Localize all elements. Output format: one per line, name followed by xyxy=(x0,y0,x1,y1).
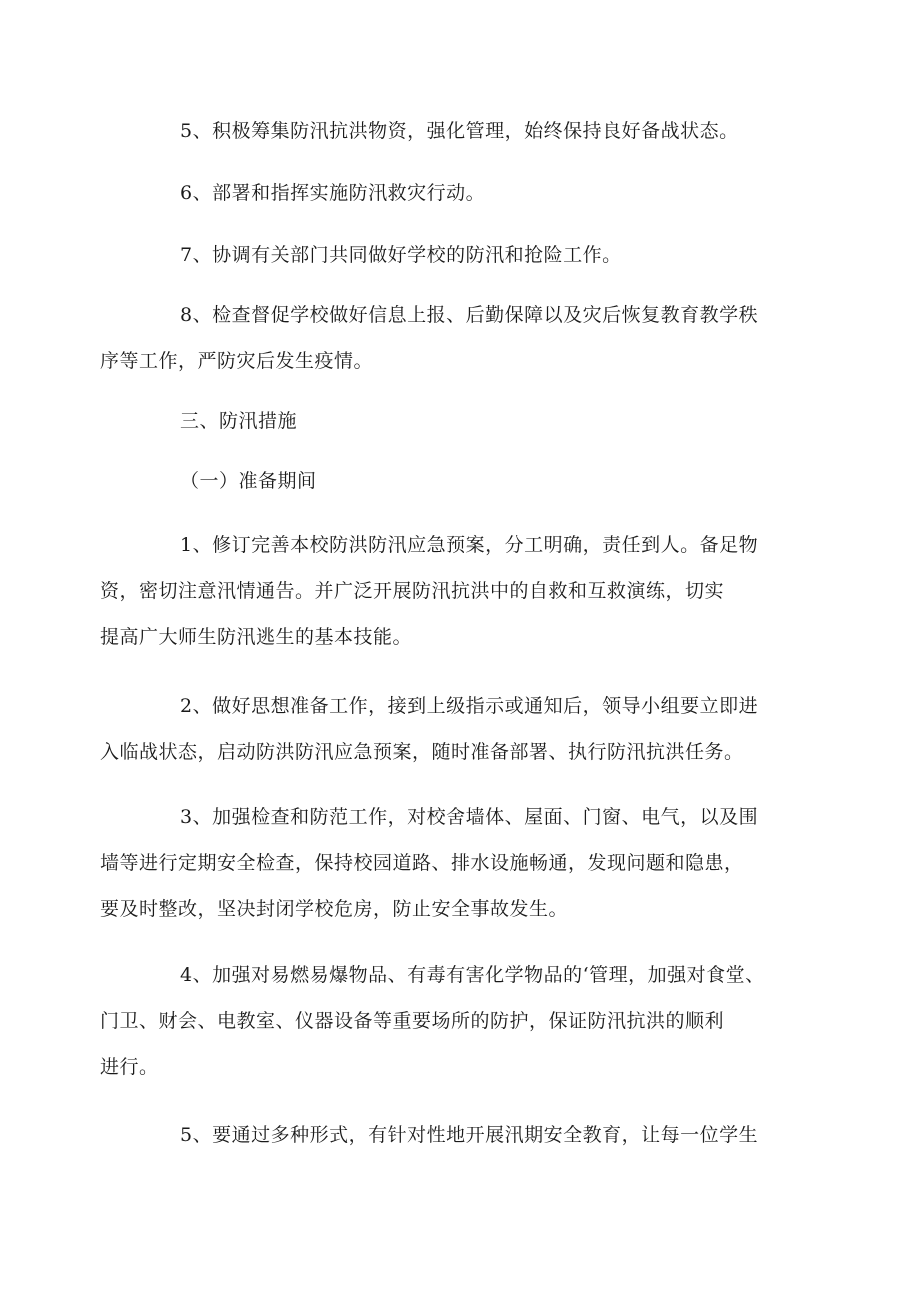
text-line: （一）准备期间 xyxy=(180,470,317,492)
text-line: 入临战状态，启动防洪防汛应急预案，随时准备部署、执行防汛抗洪任务。 xyxy=(100,741,744,763)
paragraph-item-7-coordinate xyxy=(140,232,820,278)
text-line: 三、防汛措施 xyxy=(180,410,298,432)
text-line: 5、积极筹集防汛抗洪物资，强化管理，始终保持良好备战状态。 xyxy=(180,120,739,142)
section-heading-measures xyxy=(140,398,820,444)
text-line: 进行。 xyxy=(100,1056,159,1078)
paragraph-prep-4-hazards xyxy=(100,952,820,1090)
text-line: 4、加强对易燃易爆物品、有毒有害化学物品的‘管理，加强对食堂、 xyxy=(180,964,765,986)
subsection-heading-preparation xyxy=(140,458,820,504)
paragraph-item-5-supplies xyxy=(140,108,820,154)
text-line: 7、协调有关部门共同做好学校的防汛和抢险工作。 xyxy=(180,244,622,266)
text-line: 提高广大师生防汛逃生的基本技能。 xyxy=(100,626,413,648)
text-line: 1、修订完善本校防洪防汛应急预案，分工明确，责任到人。备足物 xyxy=(180,534,759,556)
paragraph-prep-5-education xyxy=(140,1112,820,1158)
paragraph-prep-1-plan xyxy=(100,522,820,660)
paragraph-prep-3-inspection xyxy=(100,794,820,932)
text-line: 墙等进行定期安全检查，保持校园道路、排水设施畅通，发现问题和隐患， xyxy=(100,852,744,874)
paragraph-prep-2-ready xyxy=(100,683,820,775)
text-line: 8、检查督促学校做好信息上报、后勤保障以及灾后恢复教育教学秩 xyxy=(180,304,759,326)
paragraph-item-8-inspect xyxy=(100,292,820,384)
text-line: 要及时整改，坚决封闭学校危房，防止安全事故发生。 xyxy=(100,898,569,920)
text-line: 门卫、财会、电教室、仪器设备等重要场所的防护，保证防汛抗洪的顺利 xyxy=(100,1010,725,1032)
text-line: 6、部署和指挥实施防汛救灾行动。 xyxy=(180,182,486,204)
text-line: 资，密切注意汛情通告。并广泛开展防汛抗洪中的自救和互救演练，切实 xyxy=(100,580,725,602)
text-line: 3、加强检查和防范工作，对校舍墙体、屋面、门窗、电气，以及围 xyxy=(180,806,759,828)
paragraph-item-6-deploy xyxy=(140,170,820,216)
text-line: 2、做好思想准备工作，接到上级指示或通知后，领导小组要立即进 xyxy=(180,695,759,717)
text-line: 5、要通过多种形式，有针对性地开展汛期安全教育，让每一位学生 xyxy=(180,1124,759,1146)
text-line: 序等工作，严防灾后发生疫情。 xyxy=(100,350,374,372)
